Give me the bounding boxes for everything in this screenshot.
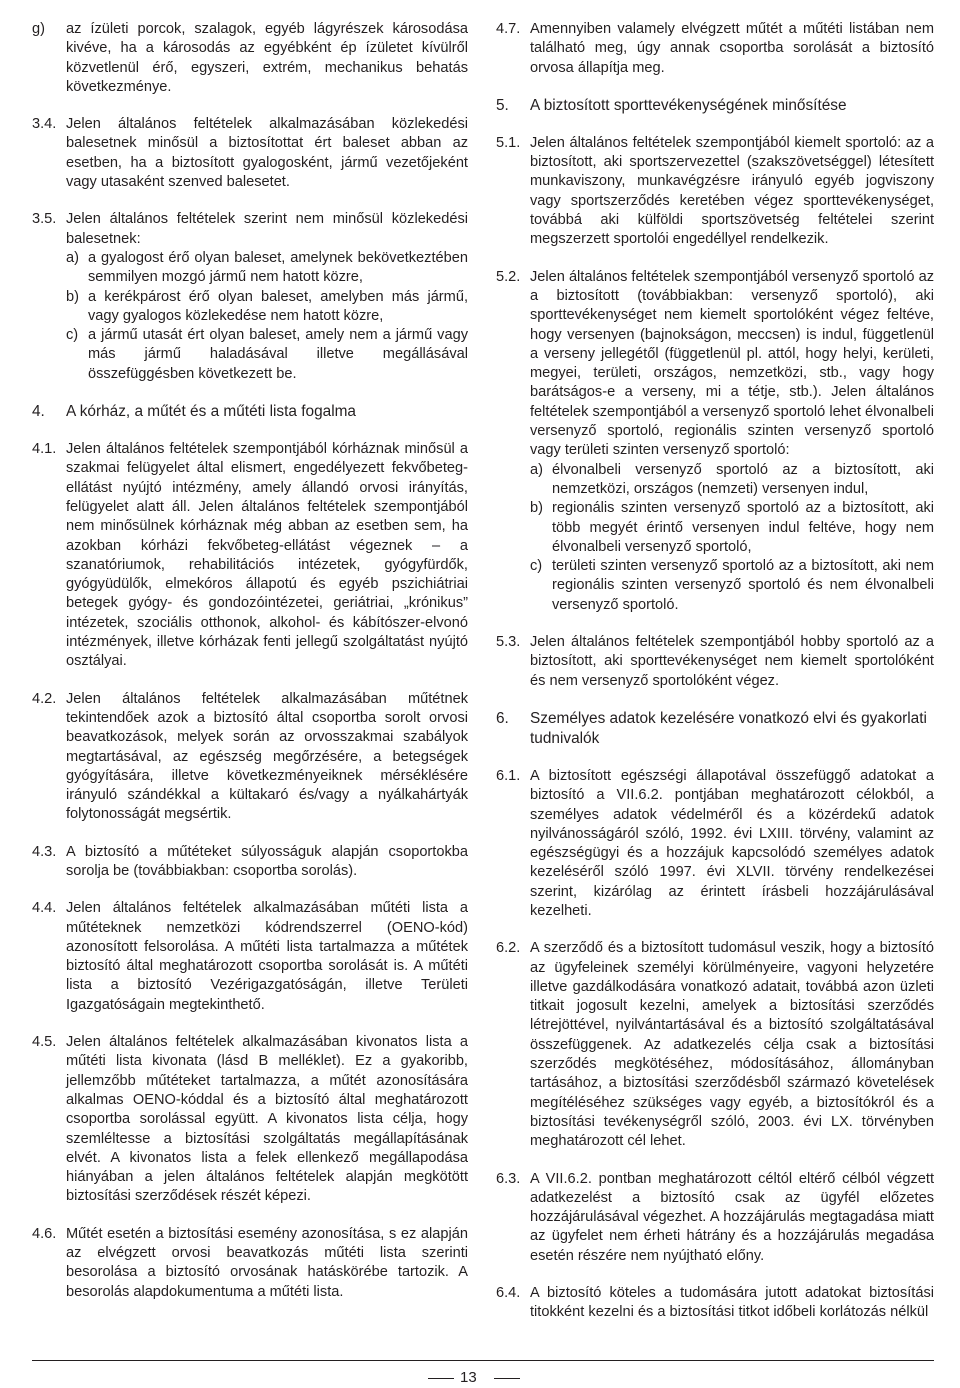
section-number: 3.5.	[32, 211, 57, 228]
section-6-3	[496, 1170, 934, 1266]
section-number: 3.4.	[32, 116, 57, 133]
left-column	[32, 20, 468, 1320]
list-item-c	[530, 557, 934, 615]
section-text: A szerződő és a biztosított tudomásul veszik, hogy a biztosító az ügyfeleinek személyi körülményeire, vagyoni helyzetére illetve gazdálkodására vonatkozó adatait, továbbá azon üzleti titkait jogosult kezelni, amelyek a biztosítási szerződés létrejöttével, nyilvántartásával és a biztosító szolgáltatásával összefüggenek. Az adatkezelés célja csak a biztosítási szerződés megkötéséhez, módosításához, állományban tartásához, a biztosítási szerződésből származó követelések megítéléséhez szükséges vagy egyéb, a biztosítókról és a biztosítási tevékenységről szóló, 2003. évi LX. törvényben meghatározott cél lehet.	[530, 940, 934, 1150]
list-text: területi szinten versenyző sportoló az a biztosított, aki nem regionális szinten versenyző sportoló és nem élvonalbeli versenyző sportoló.	[552, 558, 934, 613]
section-text: A biztosító köteles a tudomására jutott adatokat biztosítási titokként kezelni és a biztosítási titkot időbeli korlátozás nélkül	[530, 1285, 934, 1321]
list-item-a	[66, 249, 468, 288]
section-text: A biztosító a műtéteket súlyosságuk alapján csoportokba sorolja be (továbbiakban: csoportba sorolás).	[66, 843, 468, 879]
section-6-4	[496, 1284, 934, 1323]
section-4-6	[32, 1225, 468, 1302]
section-4-2	[32, 690, 468, 825]
section-number: 4.1.	[32, 441, 57, 458]
section-4-3	[32, 843, 468, 882]
list-text: a jármű utasát ért olyan baleset, amely nem a jármű vagy más jármű haladásával illetve megállásával összefüggésben következett be.	[88, 327, 468, 382]
section-number: 5.2.	[496, 268, 521, 285]
heading-6	[496, 709, 934, 749]
section-text: Jelen általános feltételek szerint nem minősül közlekedési balesetnek:	[66, 211, 468, 247]
section-4-5	[32, 1033, 468, 1207]
heading-number: 4.	[32, 403, 45, 421]
section-text: Műtét esetén a biztosítási esemény azonosítása, s ez alapján az elvégzett orvosi beavatkozás műtéti lista szerinti besorolása a biztosító orvosának hatáskörébe tartozik. A besorolás alapdokumentuma a műtéti lista.	[66, 1225, 468, 1300]
page-number-dash-left	[428, 1378, 454, 1379]
section-number: 4.5.	[32, 1034, 57, 1051]
list-item-g	[32, 20, 468, 97]
section-text: A VII.6.2. pontban meghatározott céltól eltérő célból végzett adatkezelést a biztosító csak az ügyfél előzetes hozzájárulásával végezhet. A hozzájárulás megtagadása miatt az ügyfelet nem érheti hátrány és a hozzájárulás megadása esetén részére nem nyújtható előny.	[530, 1170, 934, 1264]
section-text: Jelen általános feltételek alkalmazásában műtéti lista a műtéteknek nemzetközi kódrendszerrel (OENO-kód) azonosított felsorolása. A műtéti lista tartalmazza a műtétek biztosító által meghatározott csoportba sorolását is. A műtéti lista a biztosító Vezérigazgatóságán, illetve Területi Igazgatóságain megtekinthető.	[66, 900, 468, 1013]
heading-number: 5.	[496, 96, 509, 114]
footer-rule	[32, 1360, 934, 1361]
list-item-b	[530, 499, 934, 557]
section-5-1	[496, 134, 934, 250]
section-number: 6.1.	[496, 767, 521, 784]
section-number: 6.3.	[496, 1170, 521, 1187]
section-number: 5.1.	[496, 134, 521, 151]
list-item-c	[66, 326, 468, 384]
list-text: a gyalogost érő olyan baleset, amelynek bekövetkeztében semmilyen mozgó jármű nem hatott közre,	[88, 249, 468, 286]
section-6-1	[496, 767, 934, 921]
section-text: Jelen általános feltételek szempontjából hobby sportoló az a biztosított, aki sporttevékenységet nem kiemelt sportolóként és nem versenyző sportolóként végez.	[530, 634, 934, 689]
section-number: 4.3.	[32, 843, 57, 860]
list-item-a	[530, 461, 934, 500]
list-label: a)	[530, 461, 543, 478]
list-item-b	[66, 288, 468, 327]
section-number: 4.7.	[496, 21, 521, 37]
list-label: b)	[66, 288, 79, 305]
section-number: 6.2.	[496, 940, 521, 957]
right-column	[496, 20, 934, 1341]
section-text: Jelen általános feltételek szempontjából versenyző sportoló az a biztosított (továbbiakban: versenyző sportoló), aki sporttevékenységet nem kiemelt sportolóként végez feltéve, hogy versenyen (bajnokságon, meccsen) is indul, függetlenül a verseny jellegétől (függetlenül pl. attól, hogy helyi, kerületi, megyei, területi, országos, nemzetközi, stb., vagy hogy barátságos-e a verseny, mi a tétje, stb.). Jelen általános feltételek szempontjából a versenyző sportoló lehet élvonalbeli versenyző sportoló, regionális szinten versenyző sportoló vagy területi szinten versenyző sportoló:	[530, 268, 935, 459]
section-3-5	[32, 210, 468, 384]
list-text: regionális szinten versenyző sportoló az a biztosított, aki több megyét érintő versenyen indul feltéve, hogy nem élvonalbeli versenyző sportoló,	[552, 500, 934, 555]
section-3-4	[32, 115, 468, 192]
heading-title: Személyes adatok kezelésére vonatkozó elvi és gyakorlati tudnivalók	[530, 709, 927, 747]
section-text: Jelen általános feltételek alkalmazásában műtétnek tekintendőek azok a biztosító által csoportba sorolt orvosi beavatkozások, melyek során az orvosszakmai szabályok megtartásával, az egészség megőrzésére, a betegségek gyógyítására, illetve következményeiknek mérséklésére irányuló szándékkal a kültakaró és/vagy a nyálkahártyák folytonosságát megsértik.	[66, 690, 468, 823]
heading-number: 6.	[496, 709, 509, 727]
section-number: 4.6.	[32, 1225, 57, 1242]
section-4-7	[496, 20, 934, 78]
list-label: g)	[32, 21, 45, 37]
list-label: a)	[66, 249, 79, 266]
list-text: az ízületi porcok, szalagok, egyéb lágyrészek károsodása kivéve, ha a károsodás az egyébként ép ízületet kívülről közvetlenül érő, egyszeri, extrém, mechanikus behatás következménye.	[66, 21, 468, 95]
list-label: b)	[530, 500, 543, 517]
section-text: Jelen általános feltételek alkalmazásában közlekedési balesetnek minősül a biztosítottat ért baleset abban az esetben, ha a biztosított gyalogosként, jármű vezetőjeként vagy utasaként szenved balesetet.	[66, 116, 468, 191]
section-3-3-g	[32, 20, 468, 97]
section-number: 4.2.	[32, 690, 57, 707]
heading-4	[32, 402, 468, 422]
section-text: A biztosított egészségi állapotával összefüggő adatokat a biztosító a VII.6.2. pontjában meghatározott célokból, a személyes adatok védelméről és a közérdekű adatok nyilvánosságáról szóló, 1992. évi LXIII. törvény, valamint az egészségügyi és a hozzájuk kapcsolódó személyes adatok kezeléséről szóló 1997. évi XLVII. törvény rendelkezései szerint, kizárólag az érintett írásbeli hozzájárulásával kezelheti.	[530, 767, 934, 919]
heading-5	[496, 96, 934, 116]
section-5-2	[496, 268, 934, 615]
section-5-3	[496, 633, 934, 691]
section-text: Jelen általános feltételek alkalmazásában kivonatos lista a műtéti lista kivonata (lásd B melléklet). Ez a gyakoribb, jellemzőbb műtéteket tartalmazza, a műtét azonosítására alkalmas OENO-kóddal és a biztosító által meghatározott csoportba sorolással együtt. A kivonatos lista célja, hogy szemléltesse a biztosítási szolgáltatás megállapításának elvét. A kivonatos lista a felek ellenkező megállapodása hiányában a jelen általános feltételek alapján megkötött biztosítási szerződések részét képezi.	[66, 1034, 468, 1205]
section-number: 5.3.	[496, 634, 521, 651]
section-4-4	[32, 899, 468, 1015]
section-text: Jelen általános feltételek szempontjából kiemelt sportoló: az a biztosított, aki sportszervezettel (szakszövetséggel) létesített munkaviszony, munkavégzésre irányuló egyéb jogviszony vagy sportszerződés keretében végez sporttevékenységet, továbbá aki külföldi sportszövetség feltételei szerint megszerzett sportolói engedéllyel rendelkezik.	[530, 134, 934, 248]
page-number-dash-right	[494, 1378, 520, 1379]
page-number: 13	[460, 1369, 477, 1386]
section-number: 6.4.	[496, 1285, 521, 1302]
list-label: c)	[66, 327, 79, 344]
section-text: Amennyiben valamely elvégzett műtét a műtéti listában nem található meg, úgy annak csoportba sorolását a biztosító orvosa állapítja meg.	[530, 21, 934, 76]
section-4-1	[32, 440, 468, 672]
section-6-2	[496, 939, 934, 1151]
list-label: c)	[530, 558, 543, 575]
section-text: Jelen általános feltételek szempontjából kórháznak minősül a szakmai felügyelet által elismert, engedélyezett fekvőbeteg-ellátást nyújtó intézmény, amely állandó orvosi irányítás, felügyelet alatt áll. Jelen általános feltételek szempontjából nem minősülnek kórháznak még abban az esetben sem, ha azokban kórházi fekvőbeteg-ellátást végeznek – a szanatóriumok, rehabilitációs intézetek, gyógyfürdők, gyógyüdülők, elmekóros állapotú és egyéb pszichiátriai betegek gyógy- és gondozóintézetei, geriátriai, „krónikus” intézetek, szociális otthonok, alkohol- és kábítószer-elvonó intézmények, illetve kórházak fenti jellegű szolgáltatást nyújtó osztályai.	[66, 441, 468, 670]
list-text: a kerékpárost érő olyan baleset, amelyben más jármű, vagy gyalogos közlekedése nem hatott közre,	[88, 288, 468, 324]
heading-title: A biztosított sporttevékenységének minősítése	[530, 96, 847, 114]
section-number: 4.4.	[32, 900, 57, 917]
heading-title: A kórház, a műtét és a műtéti lista fogalma	[66, 403, 356, 421]
list-text: élvonalbeli versenyző sportoló az a biztosított, aki nemzetközi, országos (nemzeti) versenyen indul,	[552, 461, 934, 497]
